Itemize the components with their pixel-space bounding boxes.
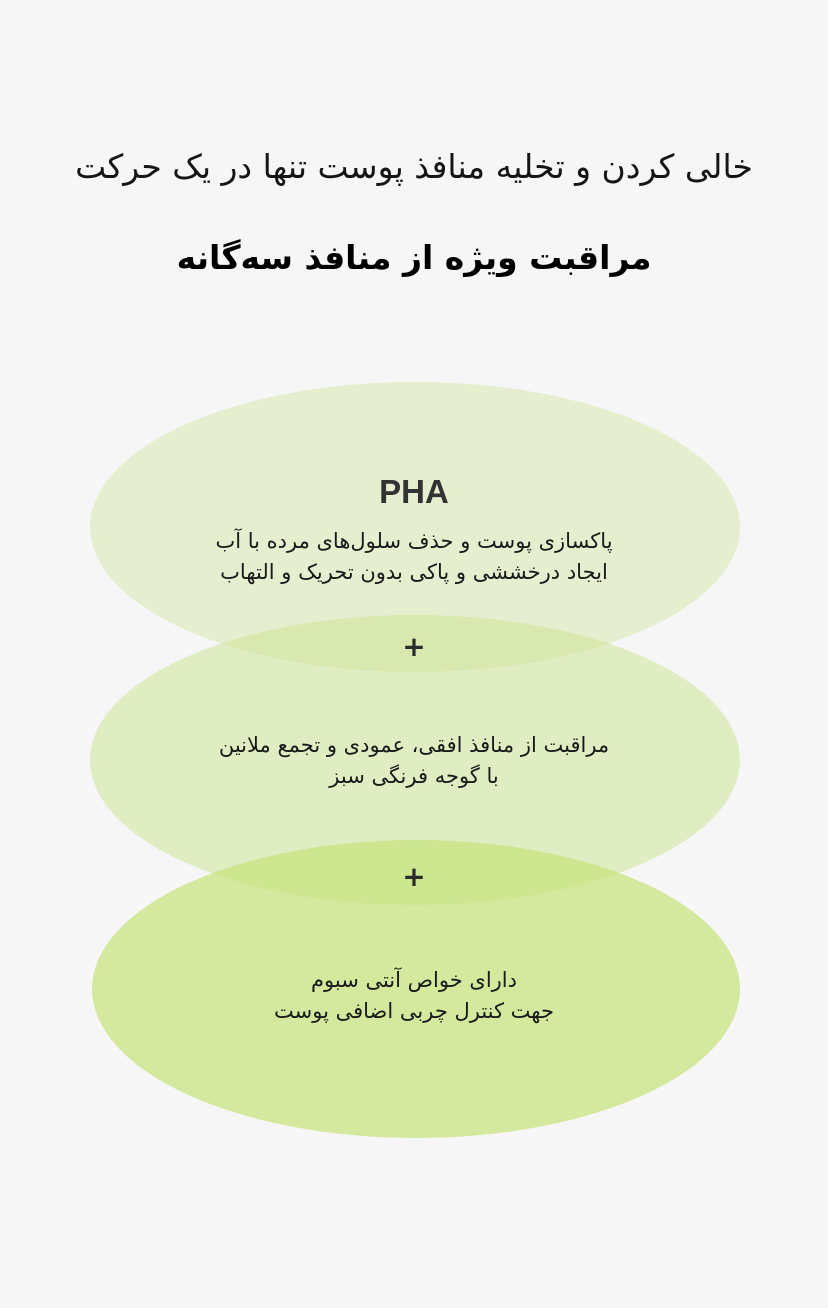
- green-tomato-description-line: مراقبت از منافذ افقی، عمودی و تجمع ملانین: [218, 733, 610, 757]
- anti-sebum-description-line: دارای خواص آنتی سبوم: [311, 968, 517, 992]
- plus-icon: +: [402, 860, 426, 893]
- pha-heading: PHA: [379, 473, 449, 510]
- pha-description-line: پاکسازی پوست و حذف سلول‌های مرده با آب: [215, 529, 613, 553]
- pha-description: [140, 526, 688, 588]
- anti-sebum-description-line: جهت کنترل چربی اضافی پوست: [274, 999, 554, 1023]
- green-tomato-description: [140, 730, 688, 792]
- plus-icon: +: [402, 630, 426, 663]
- pha-description-line: ایجاد درخششی و پاکی بدون تحریک و التهاب: [220, 560, 608, 584]
- page-subtitle: خالی کردن و تخلیه منافذ پوست تنها در یک حرکت: [75, 147, 753, 186]
- anti-sebum-description: [140, 965, 688, 1027]
- green-tomato-description-line: با گوجه فرنگی سبز: [329, 764, 499, 788]
- page-title: مراقبت ویژه از منافذ سه‌گانه: [176, 238, 652, 277]
